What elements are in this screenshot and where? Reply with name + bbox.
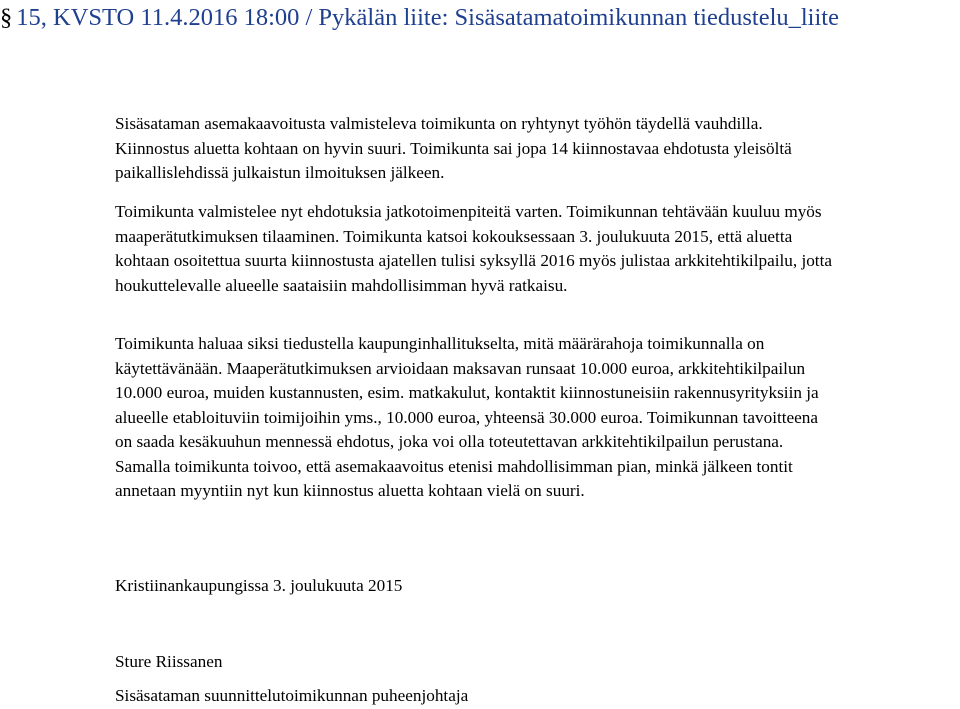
paragraph-1: Sisäsataman asemakaavoitusta valmisteleva toimikunta on ryhtynyt työhön täydellä vauhdilla. Kiinnostus aluetta kohtaan on hyvin suuri. Toimikunta sai jopa 14 kiinnostavaa ehdotusta yleisöltä paikallislehdissä julkaistun ilmoituksen jälkeen.: [115, 114, 792, 182]
paragraph-2: Toimikunta valmistelee nyt ehdotuksia jatkotoimenpiteitä varten. Toimikunnan tehtävään kuuluu myös maaperätutkimuksen tilaaminen. Toimikunta katsoi kokouksessaan 3. joulukuuta 2015, että aluetta kohtaan osoitettua suurta kiinnostusta ajatellen tulisi syksyllä 2016 myös julistaa arkkitehtikilpailu, jotta houkuttelevalle alueelle saataisiin mahdollisimman hyvä ratkaisu.: [115, 202, 832, 295]
signature-name: Sture Riissanen: [115, 652, 223, 671]
section-symbol: §: [0, 4, 13, 31]
paragraph-3: Toimikunta haluaa siksi tiedustella kaupunginhallitukselta, mitä määrärahoja toimikunnalla on käytettävänään. Maaperätutkimuksen arvioidaan maksavan runsaat 10.000 euroa, arkkitehtikilpailun 10.000 euroa, muiden kustannusten, esim. matkakulut, kontaktit kiinnostuneisiin rakennusyrityksiin ja alueelle etabloituviin toimijoihin yms., 10.000 euroa, yhteensä 30.000 euroa. Toimikunnan tavoitteena on saada kesäkuuhun mennessä ehdotus, joka voi olla toteutettavan arkkitehtikilpailun perustana. Samalla toimikunta toivoo, että asemakaavoitus etenisi mahdollisimman pian, minkä jälkeen tontit annetaan myyntiin nyt kun kiinnostus aluetta kohtaan vielä on suuri.: [115, 334, 819, 500]
header-title: 15, KVSTO 11.4.2016 18:00 / Pykälän liite: Sisäsatamatoimikunnan tiedustelu_liite: [16, 4, 839, 31]
signature-role: Sisäsataman suunnittelutoimikunnan puheenjohtaja: [115, 686, 469, 705]
page-header: [0, 2, 960, 34]
signature-place-date: Kristiinankaupungissa 3. joulukuuta 2015: [115, 576, 403, 595]
